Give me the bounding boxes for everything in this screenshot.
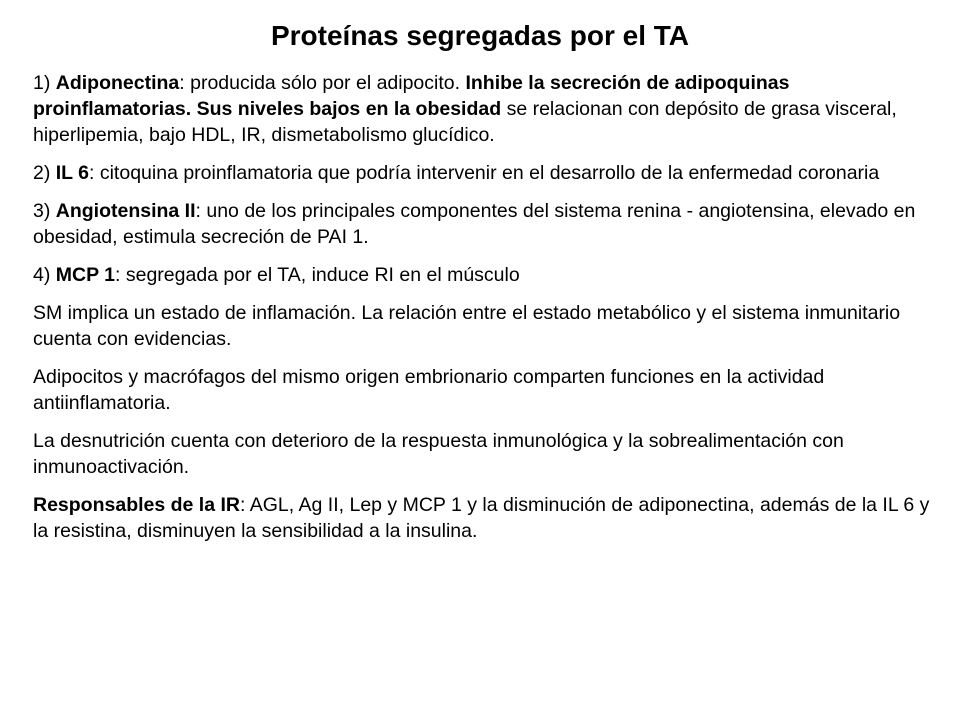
paragraph-adipocitos: Adipocitos y macrófagos del mismo origen embrionario comparten funciones en la actividad antiinflamatoria. [33,366,825,414]
paragraph-text: : segregada por el TA, induce RI en el músculo [115,264,520,286]
paragraph-responsables-ir [33,492,933,544]
slide-body [33,70,933,556]
paragraph-text: : producida sólo por el adipocito. [179,72,466,94]
item-number: 4) [33,264,56,286]
term-responsables-ir: Responsables de la IR [33,494,240,516]
paragraph-text: se relacionan con depósito de grasa visceral, hiperlipemia, bajo HDL, IR, dismetabolismo glucídico. [33,98,897,146]
emphasis-text: Inhibe la secreción de adipoquinas proinflamatorias. Sus niveles bajos en la obesidad [33,72,790,120]
paragraph-text: : uno de los principales componentes del sistema renina - angiotensina, elevado en obesidad, estimula secreción de PAI 1. [33,200,916,248]
paragraph-mcp1 [33,262,933,288]
item-number: 3) [33,200,56,222]
paragraph-text: : citoquina proinflamatoria que podría intervenir en el desarrollo de la enfermedad coronaria [89,162,880,184]
paragraph-adiponectina [33,70,933,148]
paragraph-desnutricion: La desnutrición cuenta con deterioro de la respuesta inmunológica y la sobrealimentación con inmunoactivación. [33,430,844,478]
slide-title: Proteínas segregadas por el TA [270,20,690,51]
item-number: 2) [33,162,56,184]
paragraph-angiotensina [33,198,933,250]
term-mcp1: MCP 1 [55,264,116,286]
term-angiotensina: Angiotensina II [55,200,196,222]
paragraph-text: : AGL, Ag II, Lep y MCP 1 y la disminución de adiponectina, además de la IL 6 y la resistina, disminuyen la sensibilidad a la insulina. [33,494,930,542]
term-il6: IL 6 [55,162,90,184]
item-number: 1) [33,72,56,94]
paragraph-sm-inflamacion: SM implica un estado de inflamación. La relación entre el estado metabólico y el sistema inmunitario cuenta con evidencias. [33,302,901,350]
term-adiponectina: Adiponectina [55,72,180,94]
paragraph-il6 [33,160,933,186]
